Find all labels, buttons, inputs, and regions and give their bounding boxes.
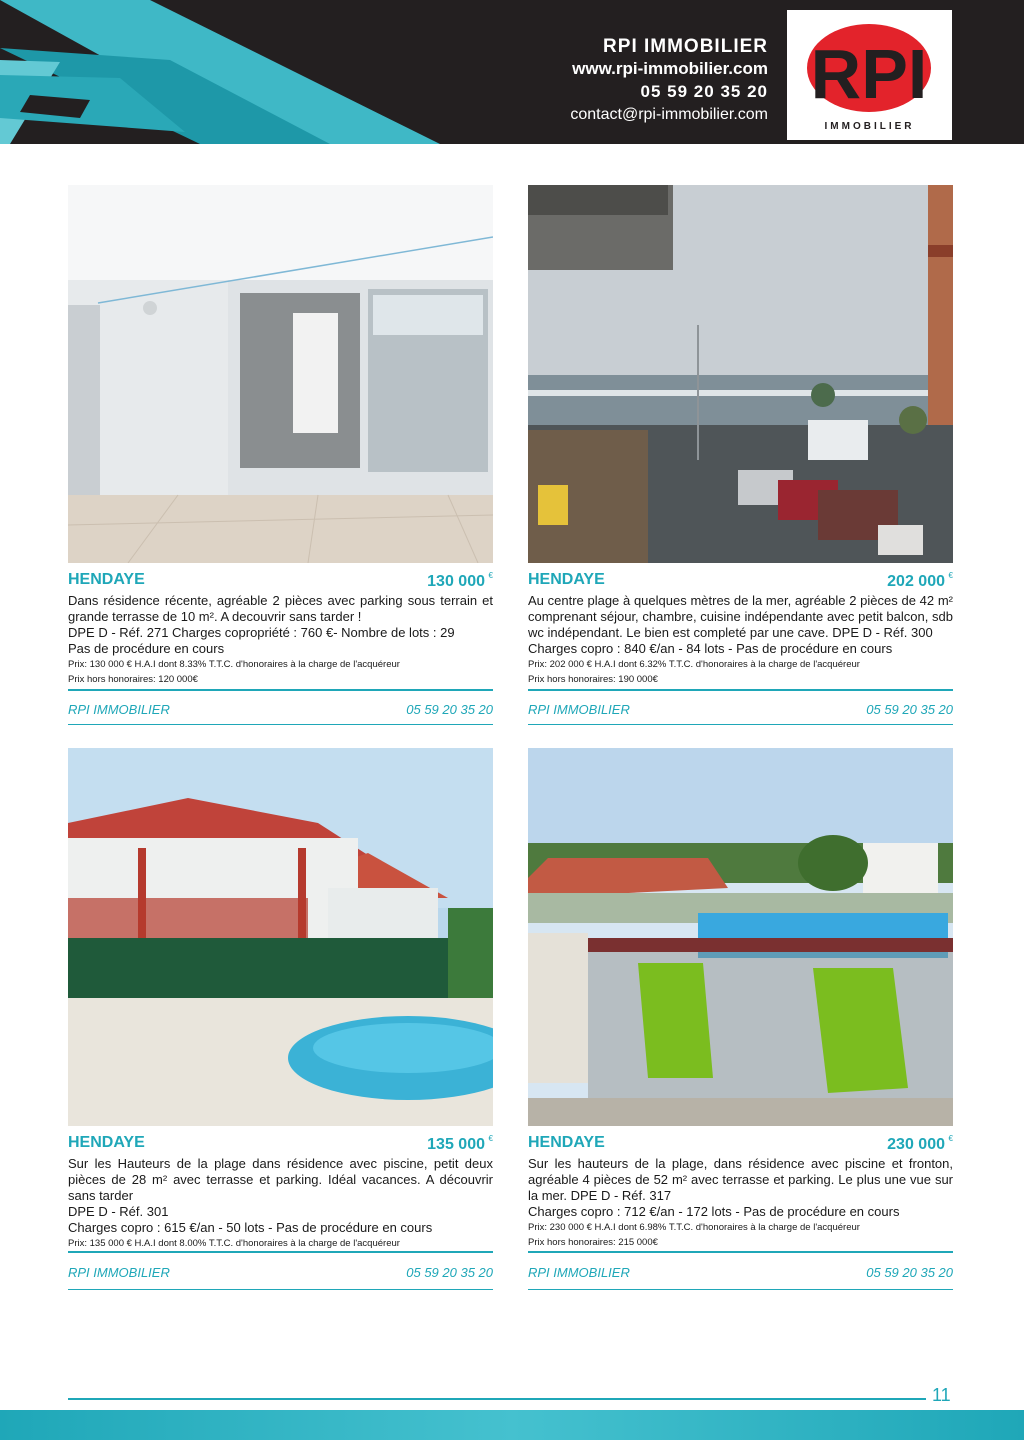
svg-text:RPI: RPI (810, 35, 928, 113)
agency-name: RPI IMMOBILIER (68, 1265, 170, 1280)
sea-view-photo-icon[interactable] (528, 185, 953, 563)
agency-phone[interactable]: 05 59 20 35 20 (406, 1265, 493, 1280)
listing-price: 135 000 (427, 1136, 485, 1153)
balcony-pool-photo-icon[interactable] (528, 748, 953, 1126)
agency-name: RPI IMMOBILIER (528, 702, 630, 717)
rpi-logo (787, 10, 952, 140)
fee-line: Prix: 130 000 € H.A.I dont 8.33% T.T.C. d'honoraires à la charge de l'acquéreur (68, 659, 400, 670)
footer-divider (68, 1289, 493, 1290)
listing-card[interactable] (528, 748, 953, 1280)
listing-price: 130 000 (427, 573, 485, 590)
listing-city: HENDAYE (528, 1134, 605, 1151)
agency-phone[interactable]: 05 59 20 35 20 (406, 702, 493, 717)
currency-symbol: € (488, 1134, 493, 1143)
listing-footer (68, 1265, 493, 1283)
page-number: 11 (932, 1385, 951, 1405)
listing-description: Sur les Hauteurs de la plage dans résidence avec piscine, petit deux pièces de 28 m² avec terrasse et parking. Idéal vacances. A découvrir sans tarder DPE D - Réf. 301 Charges copro : 615 €/an - 50 lots - Pas de procédure en cours (68, 1156, 493, 1235)
listing-footer (68, 702, 493, 720)
footer-divider (528, 689, 953, 691)
pool-residence-photo-icon[interactable] (68, 748, 493, 1126)
page-footer-band (0, 1410, 1024, 1440)
currency-symbol: € (488, 571, 493, 580)
footer-divider (528, 724, 953, 725)
fee-line: Prix: 135 000 € H.A.I dont 8.00% T.T.C. d'honoraires à la charge de l'acquéreur (68, 1238, 400, 1249)
page-footer-rule (68, 1398, 926, 1400)
company-name: RPI IMMOBILIER (603, 36, 768, 57)
footer-divider (68, 724, 493, 725)
fee-line: Prix: 230 000 € H.A.I dont 6.98% T.T.C. d'honoraires à la charge de l'acquéreur (528, 1222, 860, 1233)
agency-name: RPI IMMOBILIER (68, 702, 170, 717)
agency-phone[interactable]: 05 59 20 35 20 (866, 702, 953, 717)
agency-phone[interactable]: 05 59 20 35 20 (866, 1265, 953, 1280)
footer-divider (68, 689, 493, 691)
listing-footer (528, 1265, 953, 1283)
terrace-photo-icon[interactable] (68, 185, 493, 563)
footer-divider (528, 1289, 953, 1290)
email-link[interactable]: contact@rpi-immobilier.com (570, 106, 768, 123)
footer-divider (528, 1251, 953, 1253)
header-decoration (0, 0, 520, 144)
page-header (0, 0, 1024, 144)
listing-city: HENDAYE (528, 571, 605, 588)
net-price-line: Prix hors honoraires: 190 000€ (528, 674, 658, 685)
footer-divider (68, 1251, 493, 1253)
listing-description: Au centre plage à quelques mètres de la mer, agréable 2 pièces de 42 m² comprenant séjour, chambre, cuisine indépendante avec petit balcon, sdb wc indépendant. Le bien est completé par une cave. DPE D - Réf. 300 Charges copro : 840 €/an - 84 lots - Pas de procédure en cours (528, 593, 953, 656)
listing-description: Sur les hauteurs de la plage, dans résidence avec piscine et fronton, agréable 4 pièces de 52 m² avec terrasse et parking. Le plus une vue sur la mer. DPE D - Réf. 317 Charges copro : 712 €/an - 172 lots - Pas de procédure en cours (528, 1156, 953, 1219)
contact-block (570, 36, 768, 126)
phone-number[interactable]: 05 59 20 35 20 (640, 82, 768, 101)
currency-symbol: € (948, 571, 953, 580)
listing-footer (528, 702, 953, 720)
listing-description: Dans résidence récente, agréable 2 pièces avec parking sous terrain et grande terrasse de 10 m². A decouvrir sans tarder ! DPE D - Réf. 271 Charges copropriété : 760 €- Nombre de lots : 29 Pas de procédure en cours (68, 593, 493, 656)
listing-city: HENDAYE (68, 1134, 145, 1151)
net-price-line: Prix hors honoraires: 215 000€ (528, 1237, 658, 1248)
listing-city: HENDAYE (68, 571, 145, 588)
currency-symbol: € (948, 1134, 953, 1143)
listing-price: 230 000 (887, 1136, 945, 1153)
agency-name: RPI IMMOBILIER (528, 1265, 630, 1280)
net-price-line: Prix hors honoraires: 120 000€ (68, 674, 198, 685)
listing-price: 202 000 (887, 573, 945, 590)
logo-subtitle: IMMOBILIER (824, 121, 915, 132)
fee-line: Prix: 202 000 € H.A.I dont 6.32% T.T.C. d'honoraires à la charge de l'acquéreur (528, 659, 860, 670)
listing-card[interactable] (68, 185, 493, 717)
listing-card[interactable] (528, 185, 953, 717)
website-link[interactable]: www.rpi-immobilier.com (572, 59, 768, 78)
listing-card[interactable] (68, 748, 493, 1280)
